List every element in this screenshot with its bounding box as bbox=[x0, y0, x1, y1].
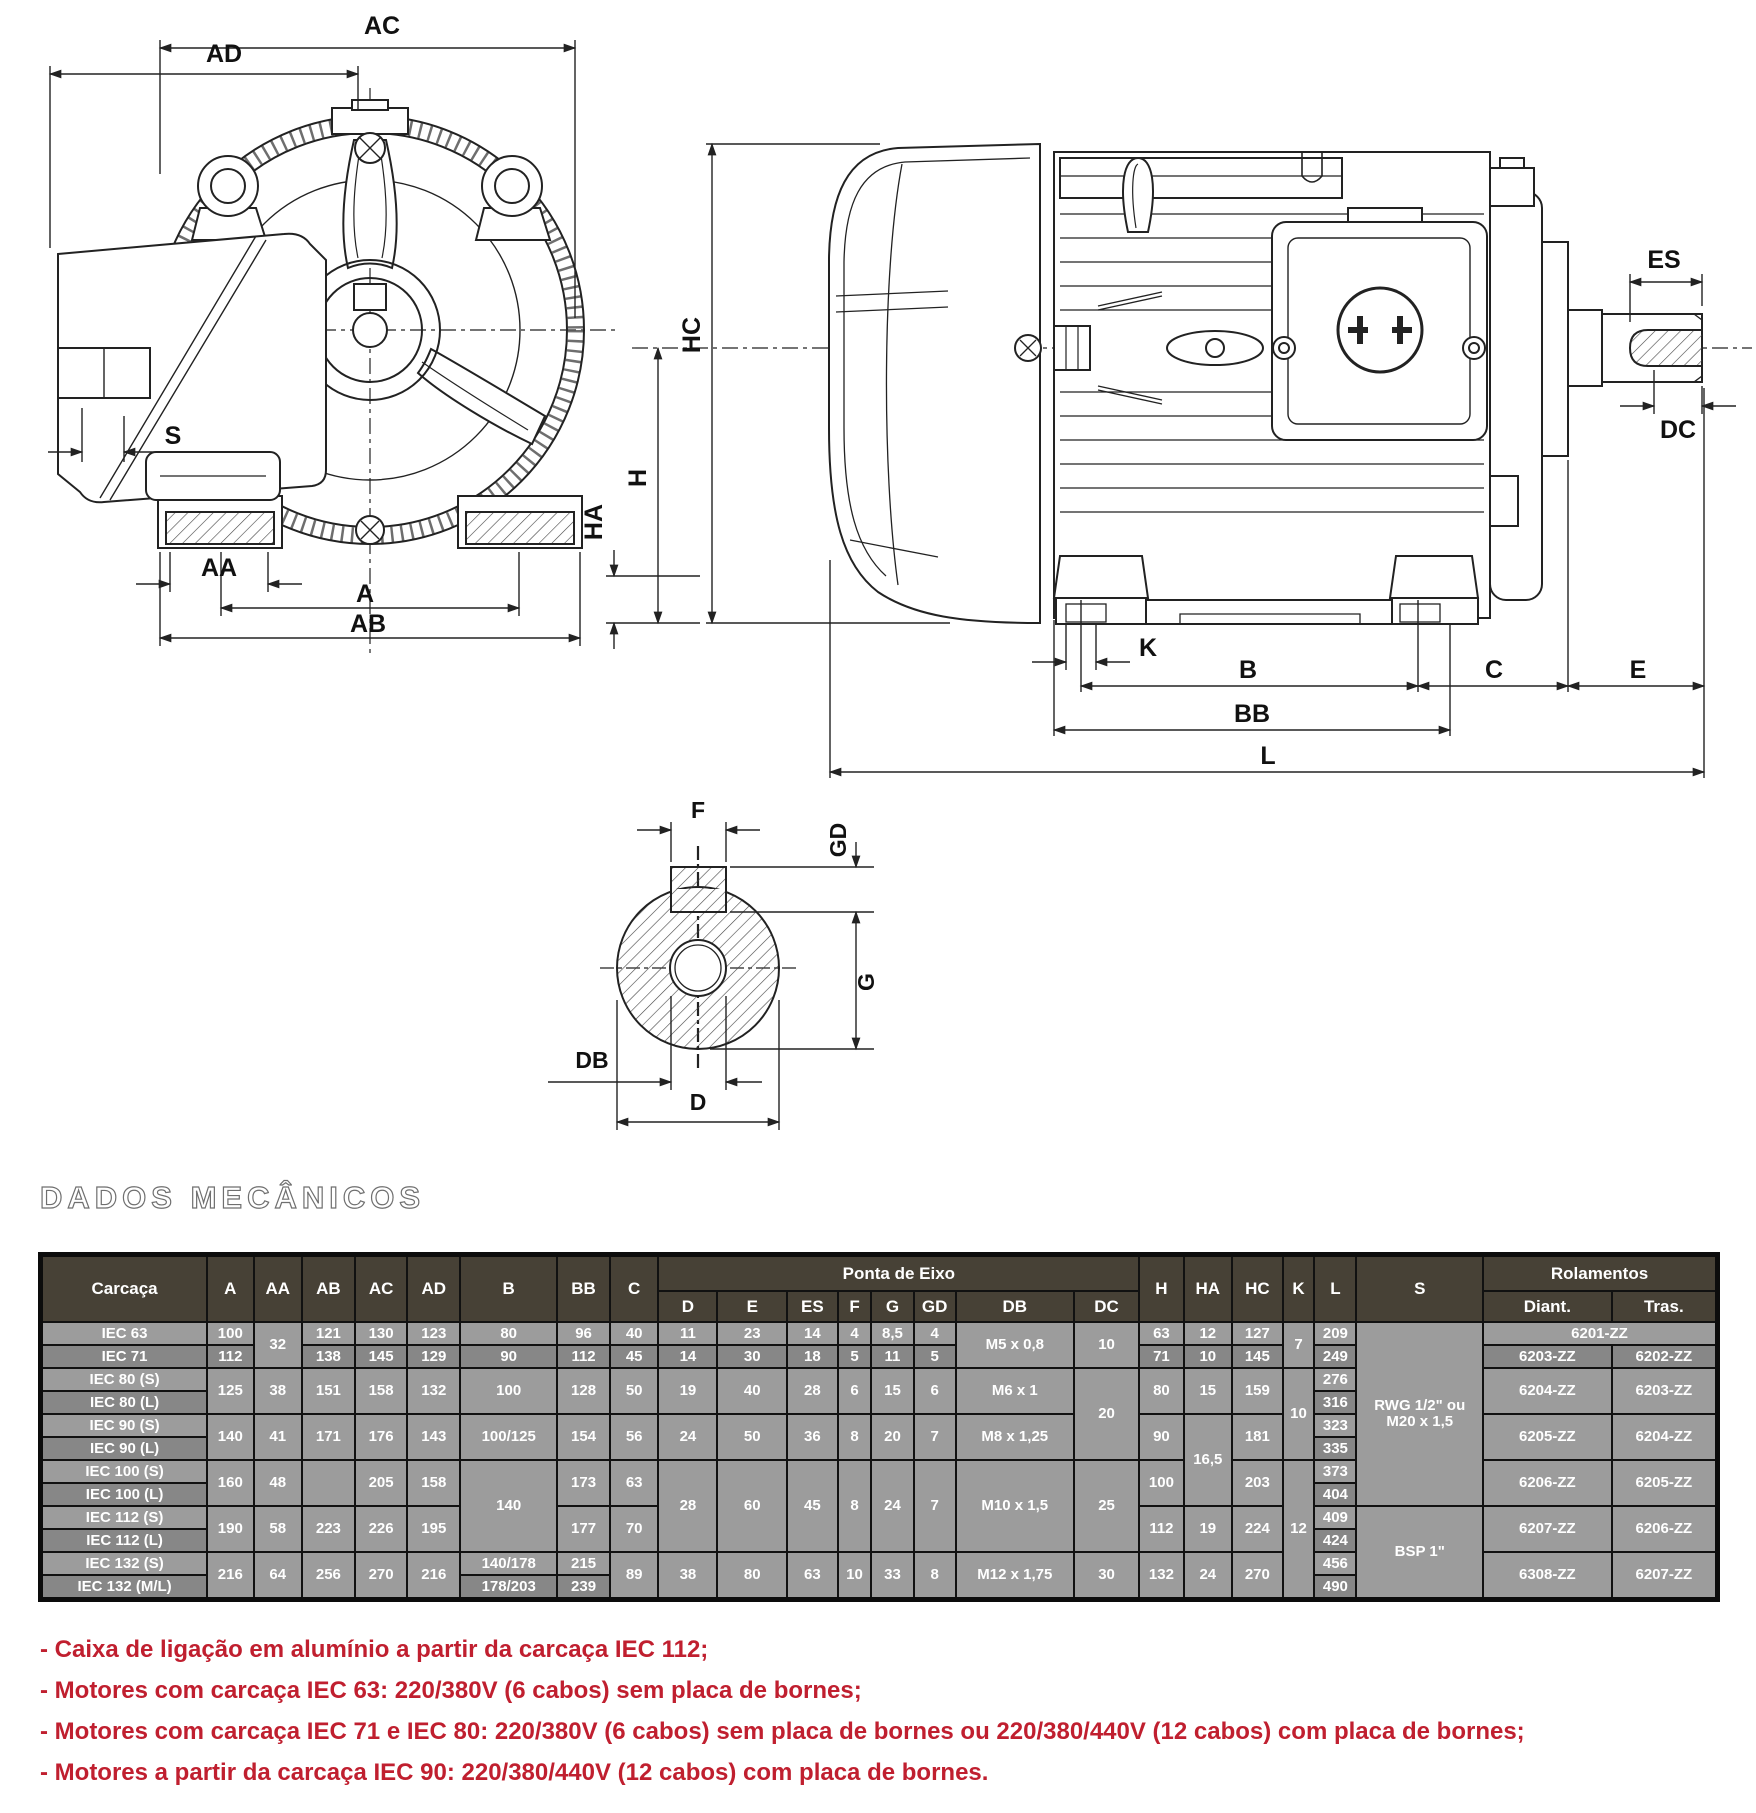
cell: 100 bbox=[207, 1322, 253, 1345]
cell: 71 bbox=[1139, 1345, 1183, 1368]
cell: 89 bbox=[610, 1552, 659, 1600]
cell: 6202-ZZ bbox=[1612, 1345, 1718, 1368]
cell: 18 bbox=[787, 1345, 838, 1368]
cell: 80 bbox=[460, 1322, 557, 1345]
cell: 6207-ZZ bbox=[1612, 1552, 1718, 1600]
cell: 112 bbox=[1139, 1506, 1183, 1552]
cell: 58 bbox=[254, 1506, 303, 1552]
col-header-e: E bbox=[717, 1291, 787, 1322]
cell: IEC 71 bbox=[41, 1345, 208, 1368]
col-header-hc: HC bbox=[1232, 1255, 1283, 1323]
cell: 316 bbox=[1314, 1391, 1356, 1414]
mechanical-data-table bbox=[38, 1252, 1720, 1602]
cell: 30 bbox=[1074, 1552, 1139, 1600]
cell: 112 bbox=[207, 1345, 253, 1368]
cell: 323 bbox=[1314, 1414, 1356, 1437]
cell: M5 x 0,8 bbox=[956, 1322, 1074, 1368]
cell: IEC 132 (M/L) bbox=[41, 1575, 208, 1600]
cell: 138 bbox=[302, 1345, 355, 1368]
col-header-diant: Diant. bbox=[1483, 1291, 1612, 1322]
cell: 7 bbox=[914, 1460, 956, 1552]
cell: 60 bbox=[717, 1460, 787, 1552]
cell: 456 bbox=[1314, 1552, 1356, 1575]
footnotes bbox=[40, 1636, 1525, 1800]
cell: 25 bbox=[1074, 1460, 1139, 1552]
shaft-keyway bbox=[1630, 330, 1702, 366]
cell: 226 bbox=[355, 1506, 408, 1552]
cell: IEC 80 (L) bbox=[41, 1391, 208, 1414]
cell: 127 bbox=[1232, 1322, 1283, 1345]
col-header-ha: HA bbox=[1184, 1255, 1233, 1323]
dim-label-db: DB bbox=[575, 1047, 609, 1073]
cell: 6207-ZZ bbox=[1483, 1506, 1612, 1552]
cell: 249 bbox=[1314, 1345, 1356, 1368]
cell: 40 bbox=[610, 1322, 659, 1345]
dim-label-h: H bbox=[624, 468, 652, 488]
cell: 6205-ZZ bbox=[1612, 1460, 1718, 1506]
cell: 7 bbox=[1283, 1322, 1315, 1368]
cell: 7 bbox=[914, 1414, 956, 1460]
cell: 140 bbox=[207, 1414, 253, 1460]
cell: 8 bbox=[838, 1460, 872, 1552]
col-header-a: A bbox=[207, 1255, 253, 1323]
cell: 195 bbox=[407, 1506, 460, 1552]
footnote: - Caixa de ligação em alumínio a partir da carcaça IEC 112; bbox=[40, 1636, 709, 1663]
dim-label-ab: AB bbox=[349, 610, 387, 638]
cell: 6206-ZZ bbox=[1612, 1506, 1718, 1552]
cell: 270 bbox=[355, 1552, 408, 1600]
cell: 28 bbox=[658, 1460, 717, 1552]
cell: 12 bbox=[1184, 1322, 1233, 1345]
dim-label-hc: HC bbox=[678, 316, 706, 354]
cell: 209 bbox=[1314, 1322, 1356, 1345]
col-header-db: DB bbox=[956, 1291, 1074, 1322]
cell: 145 bbox=[355, 1345, 408, 1368]
cell: 6308-ZZ bbox=[1483, 1552, 1612, 1600]
cell: 154 bbox=[557, 1414, 610, 1460]
cell: 181 bbox=[1232, 1414, 1283, 1460]
cell: 216 bbox=[207, 1552, 253, 1600]
section-heading: DADOS MECÂNICOS bbox=[40, 1180, 426, 1215]
cell: IEC 90 (L) bbox=[41, 1437, 208, 1460]
dim-label-e: E bbox=[1629, 656, 1647, 684]
cell: 140 bbox=[460, 1460, 557, 1552]
cell: 80 bbox=[717, 1552, 787, 1600]
col-header-f: F bbox=[838, 1291, 872, 1322]
cell: 335 bbox=[1314, 1437, 1356, 1460]
cell: 158 bbox=[407, 1460, 460, 1506]
dim-label-f: F bbox=[690, 797, 706, 823]
cell: 145 bbox=[1232, 1345, 1283, 1368]
cell: 424 bbox=[1314, 1529, 1356, 1552]
cell: 5 bbox=[914, 1345, 956, 1368]
dim-label-k: K bbox=[1138, 634, 1158, 662]
cell: 32 bbox=[254, 1322, 303, 1368]
dim-label-g: G bbox=[853, 973, 879, 991]
cell bbox=[302, 1460, 355, 1506]
cell: 8,5 bbox=[871, 1322, 913, 1345]
dim-label-l: L bbox=[1260, 742, 1276, 770]
cell: IEC 90 (S) bbox=[41, 1414, 208, 1437]
cell: 4 bbox=[914, 1322, 956, 1345]
cell: 6203-ZZ bbox=[1483, 1345, 1612, 1368]
cell: 90 bbox=[460, 1345, 557, 1368]
col-header-bb: BB bbox=[557, 1255, 610, 1323]
cell: 6204-ZZ bbox=[1612, 1414, 1718, 1460]
cell: 123 bbox=[407, 1322, 460, 1345]
cell: 64 bbox=[254, 1552, 303, 1600]
footnote: - Motores com carcaça IEC 71 e IEC 80: 220/380V (6 cabos) sem placa de bornes ou 220/380/440V (12 cabos) com placa de bornes; bbox=[40, 1718, 1525, 1745]
cell: 256 bbox=[302, 1552, 355, 1600]
cell: BSP 1" bbox=[1356, 1506, 1483, 1600]
cell: 151 bbox=[302, 1368, 355, 1414]
dim-label-ha: HA bbox=[580, 503, 608, 541]
cell: 373 bbox=[1314, 1460, 1356, 1483]
cell: 130 bbox=[355, 1322, 408, 1345]
dim-label-d: D bbox=[689, 1089, 707, 1115]
cell: 12 bbox=[1283, 1460, 1315, 1600]
col-group-rolamentos: Rolamentos bbox=[1483, 1255, 1717, 1292]
col-header-g: G bbox=[871, 1291, 913, 1322]
footnote: - Motores a partir da carcaça IEC 90: 220/380/440V (12 cabos) com placa de bornes. bbox=[40, 1759, 989, 1786]
cell: 176 bbox=[355, 1414, 408, 1460]
cell: 216 bbox=[407, 1552, 460, 1600]
cell: 100 bbox=[460, 1368, 557, 1414]
cell: 140/178 bbox=[460, 1552, 557, 1575]
cell: IEC 100 (L) bbox=[41, 1483, 208, 1506]
cell: 121 bbox=[302, 1322, 355, 1345]
col-header-ab: AB bbox=[302, 1255, 355, 1323]
cell: IEC 63 bbox=[41, 1322, 208, 1345]
cell: 490 bbox=[1314, 1575, 1356, 1600]
cell: 143 bbox=[407, 1414, 460, 1460]
cell: 15 bbox=[871, 1368, 913, 1414]
cell: 10 bbox=[838, 1552, 872, 1600]
cell: 96 bbox=[557, 1322, 610, 1345]
cell: 36 bbox=[787, 1414, 838, 1460]
col-header-aa: AA bbox=[254, 1255, 303, 1323]
col-header-h: H bbox=[1139, 1255, 1183, 1323]
side-view-drawing bbox=[632, 144, 1752, 624]
cell: 173 bbox=[557, 1460, 610, 1506]
cell: 56 bbox=[610, 1414, 659, 1460]
cell: 30 bbox=[717, 1345, 787, 1368]
front-view-drawing bbox=[58, 88, 616, 655]
cell: 158 bbox=[355, 1368, 408, 1414]
dim-label-ad: AD bbox=[205, 40, 243, 68]
cell: 24 bbox=[871, 1460, 913, 1552]
dim-label-aa: AA bbox=[200, 554, 238, 582]
dim-label-a: A bbox=[355, 580, 375, 608]
cell: 63 bbox=[1139, 1322, 1183, 1345]
cell: 11 bbox=[658, 1322, 717, 1345]
cell: 159 bbox=[1232, 1368, 1283, 1414]
cell: IEC 112 (S) bbox=[41, 1506, 208, 1529]
table-row bbox=[41, 1322, 1718, 1345]
cell: 90 bbox=[1139, 1414, 1183, 1460]
col-header-dc: DC bbox=[1074, 1291, 1139, 1322]
cell: 23 bbox=[717, 1322, 787, 1345]
dim-label-bb: BB bbox=[1233, 700, 1271, 728]
cell: 16,5 bbox=[1184, 1414, 1233, 1506]
cell: 6204-ZZ bbox=[1483, 1368, 1612, 1414]
cell: 205 bbox=[355, 1460, 408, 1506]
dim-label-gd: GD bbox=[825, 822, 851, 858]
cell: 45 bbox=[787, 1460, 838, 1552]
shaft-section-drawing bbox=[600, 846, 800, 1068]
cell: 80 bbox=[1139, 1368, 1183, 1414]
cell: 171 bbox=[302, 1414, 355, 1460]
dim-label-s: S bbox=[164, 422, 182, 450]
cell: 409 bbox=[1314, 1506, 1356, 1529]
cell: 70 bbox=[610, 1506, 659, 1552]
cell: 24 bbox=[658, 1414, 717, 1460]
cell: 178/203 bbox=[460, 1575, 557, 1600]
cell: 6205-ZZ bbox=[1483, 1414, 1612, 1460]
cell: 63 bbox=[787, 1552, 838, 1600]
cell: 4 bbox=[838, 1322, 872, 1345]
cell: 8 bbox=[838, 1414, 872, 1460]
cell: 6203-ZZ bbox=[1612, 1368, 1718, 1414]
cell: 45 bbox=[610, 1345, 659, 1368]
shaft-key bbox=[671, 867, 726, 912]
col-header-ad: AD bbox=[407, 1255, 460, 1323]
footnote: - Motores com carcaça IEC 63: 220/380V (6 cabos) sem placa de bornes; bbox=[40, 1677, 862, 1704]
cell: RWG 1/2" ou M20 x 1,5 bbox=[1356, 1322, 1483, 1506]
col-header-carcaca: Carcaça bbox=[41, 1255, 208, 1323]
cell: 270 bbox=[1232, 1552, 1283, 1600]
cell: 100/125 bbox=[460, 1414, 557, 1460]
dim-label-ac: AC bbox=[363, 12, 401, 40]
dim-label-b: B bbox=[1238, 656, 1258, 684]
cell: 5 bbox=[838, 1345, 872, 1368]
col-header-l: L bbox=[1314, 1255, 1356, 1323]
cell: 14 bbox=[787, 1322, 838, 1345]
cell: 129 bbox=[407, 1345, 460, 1368]
col-header-k: K bbox=[1283, 1255, 1315, 1323]
cell: 20 bbox=[871, 1414, 913, 1460]
cell: 33 bbox=[871, 1552, 913, 1600]
cell: 190 bbox=[207, 1506, 253, 1552]
cell: IEC 112 (L) bbox=[41, 1529, 208, 1552]
cell: IEC 100 (S) bbox=[41, 1460, 208, 1483]
col-header-tras: Tras. bbox=[1612, 1291, 1718, 1322]
cell: 19 bbox=[1184, 1506, 1233, 1552]
col-header-gd: GD bbox=[914, 1291, 956, 1322]
col-header-d: D bbox=[658, 1291, 717, 1322]
cell: 125 bbox=[207, 1368, 253, 1414]
cell: 14 bbox=[658, 1345, 717, 1368]
cell: 203 bbox=[1232, 1460, 1283, 1506]
cell: M8 x 1,25 bbox=[956, 1414, 1074, 1460]
cell: 6 bbox=[838, 1368, 872, 1414]
cell: M6 x 1 bbox=[956, 1368, 1074, 1414]
dim-label-dc: DC bbox=[1659, 416, 1697, 444]
cell: IEC 80 (S) bbox=[41, 1368, 208, 1391]
cell: 10 bbox=[1184, 1345, 1233, 1368]
col-header-b: B bbox=[460, 1255, 557, 1323]
cell: 128 bbox=[557, 1368, 610, 1414]
cell: 239 bbox=[557, 1575, 610, 1600]
cell: 160 bbox=[207, 1460, 253, 1506]
cell: IEC 132 (S) bbox=[41, 1552, 208, 1575]
cell: 100 bbox=[1139, 1460, 1183, 1506]
cell: 10 bbox=[1074, 1322, 1139, 1368]
col-header-s: S bbox=[1356, 1255, 1483, 1323]
cell: 132 bbox=[407, 1368, 460, 1414]
cell: 8 bbox=[914, 1552, 956, 1600]
cell: M10 x 1,5 bbox=[956, 1460, 1074, 1552]
col-group-ponta-de-eixo: Ponta de Eixo bbox=[658, 1255, 1139, 1292]
col-header-es: ES bbox=[787, 1291, 838, 1322]
cell: 48 bbox=[254, 1460, 303, 1506]
cell: 112 bbox=[557, 1345, 610, 1368]
cell: 19 bbox=[658, 1368, 717, 1414]
cell: 6206-ZZ bbox=[1483, 1460, 1612, 1506]
cell: 24 bbox=[1184, 1552, 1233, 1600]
cell: 6201-ZZ bbox=[1483, 1322, 1717, 1345]
cell: 50 bbox=[717, 1414, 787, 1460]
cell: 20 bbox=[1074, 1368, 1139, 1460]
cell: 50 bbox=[610, 1368, 659, 1414]
cell: 28 bbox=[787, 1368, 838, 1414]
cell: 6 bbox=[914, 1368, 956, 1414]
cell: 223 bbox=[302, 1506, 355, 1552]
cell: 38 bbox=[254, 1368, 303, 1414]
cell: 404 bbox=[1314, 1483, 1356, 1506]
cell: 11 bbox=[871, 1345, 913, 1368]
col-header-ac: AC bbox=[355, 1255, 408, 1323]
dim-label-c: C bbox=[1484, 656, 1504, 684]
cell: 63 bbox=[610, 1460, 659, 1506]
cell: 15 bbox=[1184, 1368, 1233, 1414]
cell: 41 bbox=[254, 1414, 303, 1460]
cell: 215 bbox=[557, 1552, 610, 1575]
cell: 38 bbox=[658, 1552, 717, 1600]
cell: 40 bbox=[717, 1368, 787, 1414]
cell: M12 x 1,75 bbox=[956, 1552, 1074, 1600]
cell: 10 bbox=[1283, 1368, 1315, 1460]
col-header-c: C bbox=[610, 1255, 659, 1323]
cell: 177 bbox=[557, 1506, 610, 1552]
cell: 276 bbox=[1314, 1368, 1356, 1391]
dim-label-es: ES bbox=[1647, 246, 1681, 274]
cell: 132 bbox=[1139, 1552, 1183, 1600]
cell: 224 bbox=[1232, 1506, 1283, 1552]
